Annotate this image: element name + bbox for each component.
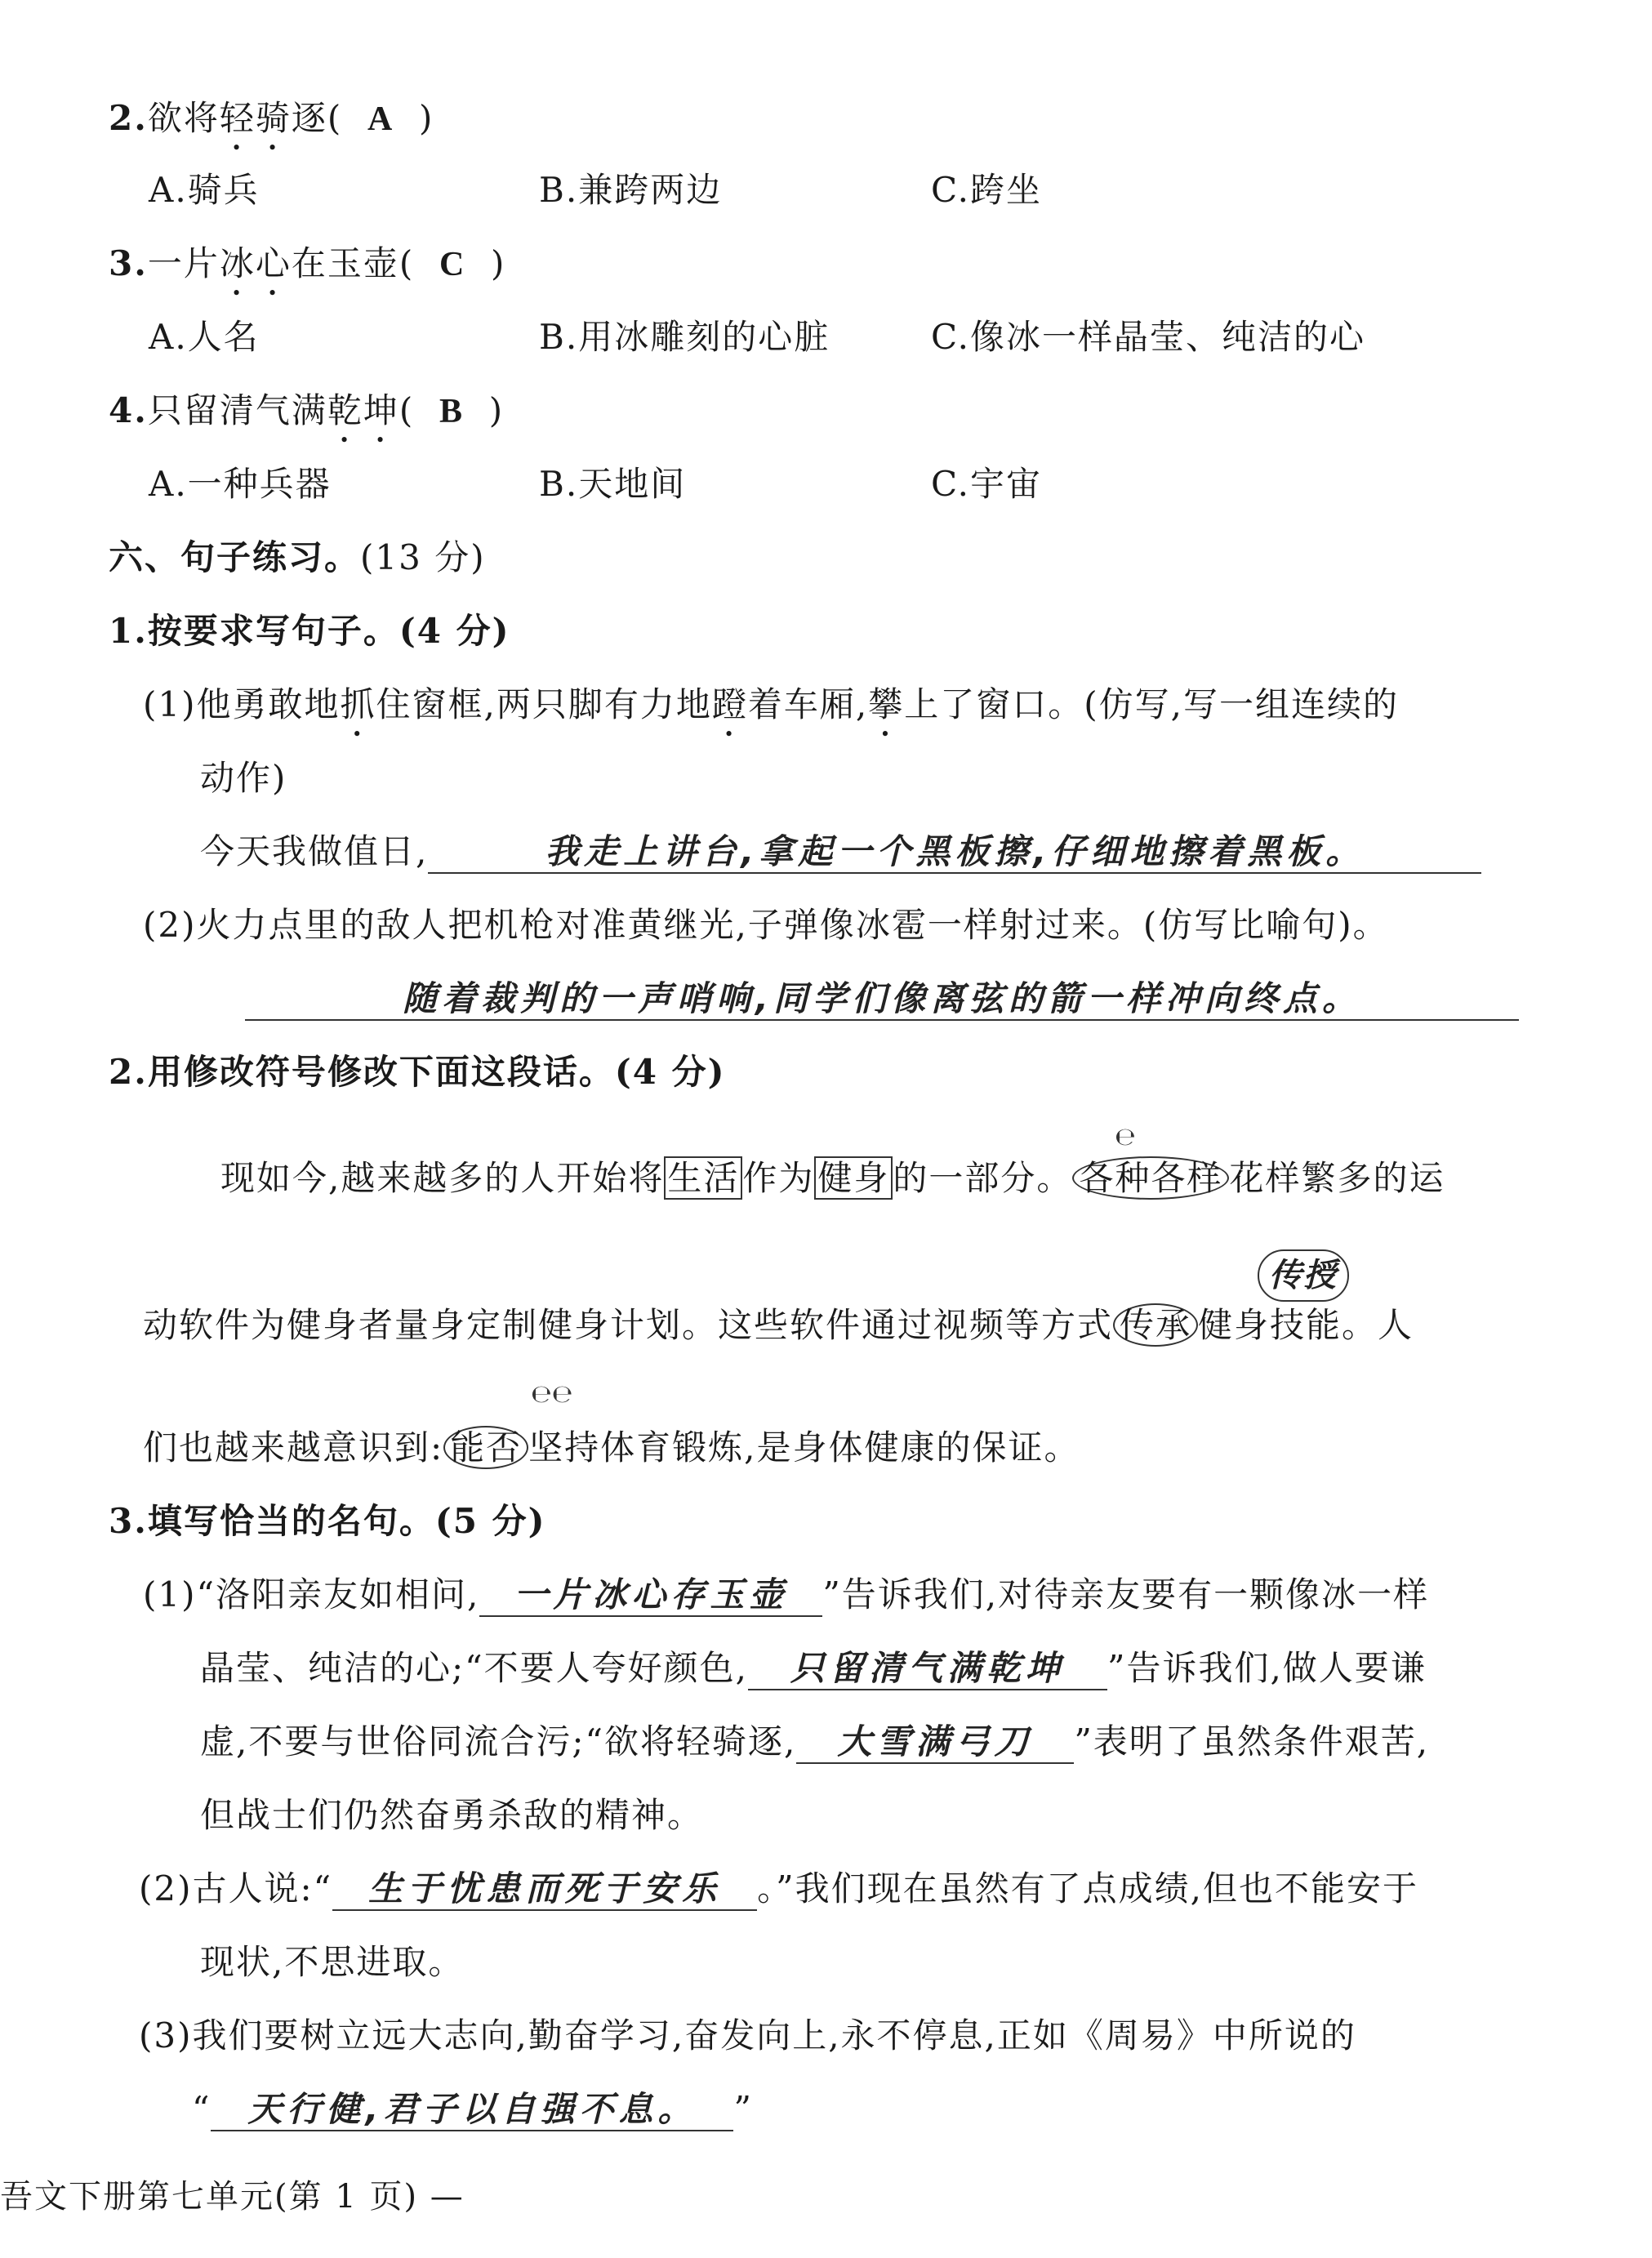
s2-line1 (220, 1154, 1445, 1203)
question-text: 欲将 (147, 98, 220, 138)
s2-line2 (143, 1301, 1414, 1350)
paren-close: ) (491, 243, 506, 283)
answer-prefix: 今天我做值日, (200, 831, 429, 871)
quote-open: “ (192, 2089, 212, 2129)
paren-close: ) (488, 390, 505, 430)
text: 住窗框,两只脚有力地 (376, 684, 712, 724)
text: 他勇敢地 (196, 684, 341, 724)
s3-p3-line2 (192, 2085, 753, 2134)
text: 虚,不要与世俗同流合污;“欲将轻骑逐, (200, 1721, 797, 1761)
text: 着车厢, (747, 684, 869, 724)
delete-mark-icon: ℮ (1115, 1123, 1136, 1151)
subquestion-title: 1.按要求写句子。(4 分) (109, 611, 510, 651)
answer-letter: C (439, 246, 466, 283)
s1-p2-line: (2)火力点里的敌人把机枪对准黄继光,子弹像冰雹一样射过来。(仿写比喻句)。 (143, 905, 1389, 945)
page-footer: 吾文下册第七单元(第 1 页) — (0, 2178, 465, 2216)
option-c: C.跨坐 (931, 170, 1042, 210)
handwritten-answer: 大雪满弓刀 (796, 1721, 1074, 1764)
paren-open: ( (399, 390, 415, 430)
text: 们也越来越意识到: (143, 1427, 444, 1467)
handwritten-answer: 随着裁判的一声哨响,同学们像离弦的箭一样冲向终点。 (245, 978, 1519, 1021)
option-b: B.兼跨两边 (539, 170, 723, 210)
question-text: 逐 (291, 98, 327, 138)
option-a: A.一种兵器 (149, 464, 332, 504)
emphasized-word: 抓 (340, 684, 376, 724)
text: 。”我们现在虽然有了点成绩,但也不能安于 (757, 1868, 1418, 1908)
text: 现如今,越来越多的人开始将 (220, 1158, 665, 1198)
handwritten-answer: 只留清气满乾坤 (748, 1648, 1107, 1690)
s3-p1-line3 (200, 1717, 1429, 1766)
text: 晶莹、纯洁的心;“不要人夸好颜色, (200, 1648, 748, 1688)
circled-word: 各种各样 (1072, 1156, 1229, 1200)
option-b: B.用冰雕刻的心脏 (539, 317, 830, 357)
text: ”表明了虽然条件艰苦, (1074, 1721, 1430, 1761)
text: 健身技能。人 (1198, 1305, 1414, 1345)
emphasized-word: 乾坤 (327, 390, 399, 430)
text: ”告诉我们,做人要谦 (1107, 1648, 1427, 1688)
emphasized-word: 轻骑 (219, 98, 292, 138)
text: 上了窗口。(仿写,写一组连续的 (904, 684, 1400, 724)
answer-letter: B (439, 393, 464, 430)
handwritten-answer: 一片冰心存玉壶 (479, 1574, 822, 1617)
question-text: 只留清气满 (147, 390, 327, 430)
option-c: C.像冰一样晶莹、纯洁的心 (931, 317, 1365, 357)
correction-text: 传授 (1269, 1257, 1338, 1294)
question-text: 一片 (147, 243, 220, 283)
s1-p1-answer-line (200, 827, 1481, 876)
text: 作为 (742, 1158, 815, 1198)
handwritten-answer: 我走上讲台,拿起一个黑板擦,仔细地擦着黑板。 (428, 831, 1481, 874)
quote-close: ” (733, 2089, 753, 2129)
s3-p1-line2 (200, 1644, 1427, 1693)
text: 的一部分。 (893, 1158, 1073, 1198)
s3-p2-line2: 现状,不思进取。 (200, 1942, 465, 1982)
text: (1)“洛阳亲友如相问, (143, 1574, 480, 1614)
swap-box: 健身 (814, 1156, 893, 1200)
s1-p1-line1 (143, 680, 1399, 744)
handwritten-answer: 生于忧患而死于安乐 (332, 1868, 757, 1911)
paren-open: ( (399, 243, 415, 283)
s3-p3-line1: (3)我们要树立远大志向,勤奋学习,奋发向上,永不停息,正如《周易》中所说的 (139, 2015, 1356, 2055)
option-b: B.天地间 (539, 464, 687, 504)
circled-word: 能否 (443, 1426, 528, 1469)
question-number: 2. (109, 98, 148, 138)
question-number: 4. (109, 390, 148, 430)
option-a: A.人名 (149, 317, 260, 357)
s3-p1-line1 (143, 1570, 1429, 1619)
text: (2)古人说:“ (139, 1868, 333, 1908)
circled-word: 传承 (1113, 1303, 1198, 1347)
paren-close: ) (419, 98, 434, 138)
s1-p2-answer-line (245, 974, 1519, 1023)
emphasized-word: 攀 (868, 684, 905, 724)
option-c: C.宇宙 (931, 464, 1042, 504)
paren-open: ( (327, 98, 343, 138)
s3-p2-line1 (139, 1864, 1418, 1913)
question-4 (109, 386, 504, 450)
insert-correction (1258, 1249, 1349, 1302)
text: 坚持体育锻炼,是身体健康的保证。 (528, 1427, 1080, 1467)
question-2 (109, 94, 434, 158)
subquestion-title: 2.用修改符号修改下面这段话。(4 分) (109, 1052, 726, 1092)
answer-letter: A (367, 100, 394, 138)
option-a: A.骑兵 (149, 170, 260, 210)
s3-p1-line4: 但战士们仍然奋勇杀敌的精神。 (200, 1795, 704, 1835)
emphasized-word: 冰心 (219, 243, 292, 283)
item-number: (1) (143, 684, 197, 724)
s1-p1-line2: 动作) (200, 758, 287, 798)
text: 花样繁多的运 (1229, 1158, 1445, 1198)
delete-mark-icon: ℮℮ (531, 1380, 573, 1409)
section-heading (109, 533, 486, 582)
text: ”告诉我们,对待亲友要有一颗像冰一样 (822, 1574, 1430, 1614)
section-title: 六、句子练习。 (109, 537, 361, 577)
question-text: 在玉壶 (291, 243, 399, 283)
question-number: 3. (109, 243, 148, 283)
section-score: (13 分) (360, 537, 486, 577)
emphasized-word: 蹬 (711, 684, 748, 724)
handwritten-answer: 天行健,君子以自强不息。 (211, 2089, 733, 2131)
s2-line3 (143, 1423, 1080, 1472)
swap-box: 生活 (664, 1156, 742, 1200)
question-3 (109, 239, 505, 303)
subquestion-title: 3.填写恰当的名句。(5 分) (109, 1501, 546, 1541)
text: 动软件为健身者量身定制健身计划。这些软件通过视频等方式 (143, 1305, 1114, 1345)
